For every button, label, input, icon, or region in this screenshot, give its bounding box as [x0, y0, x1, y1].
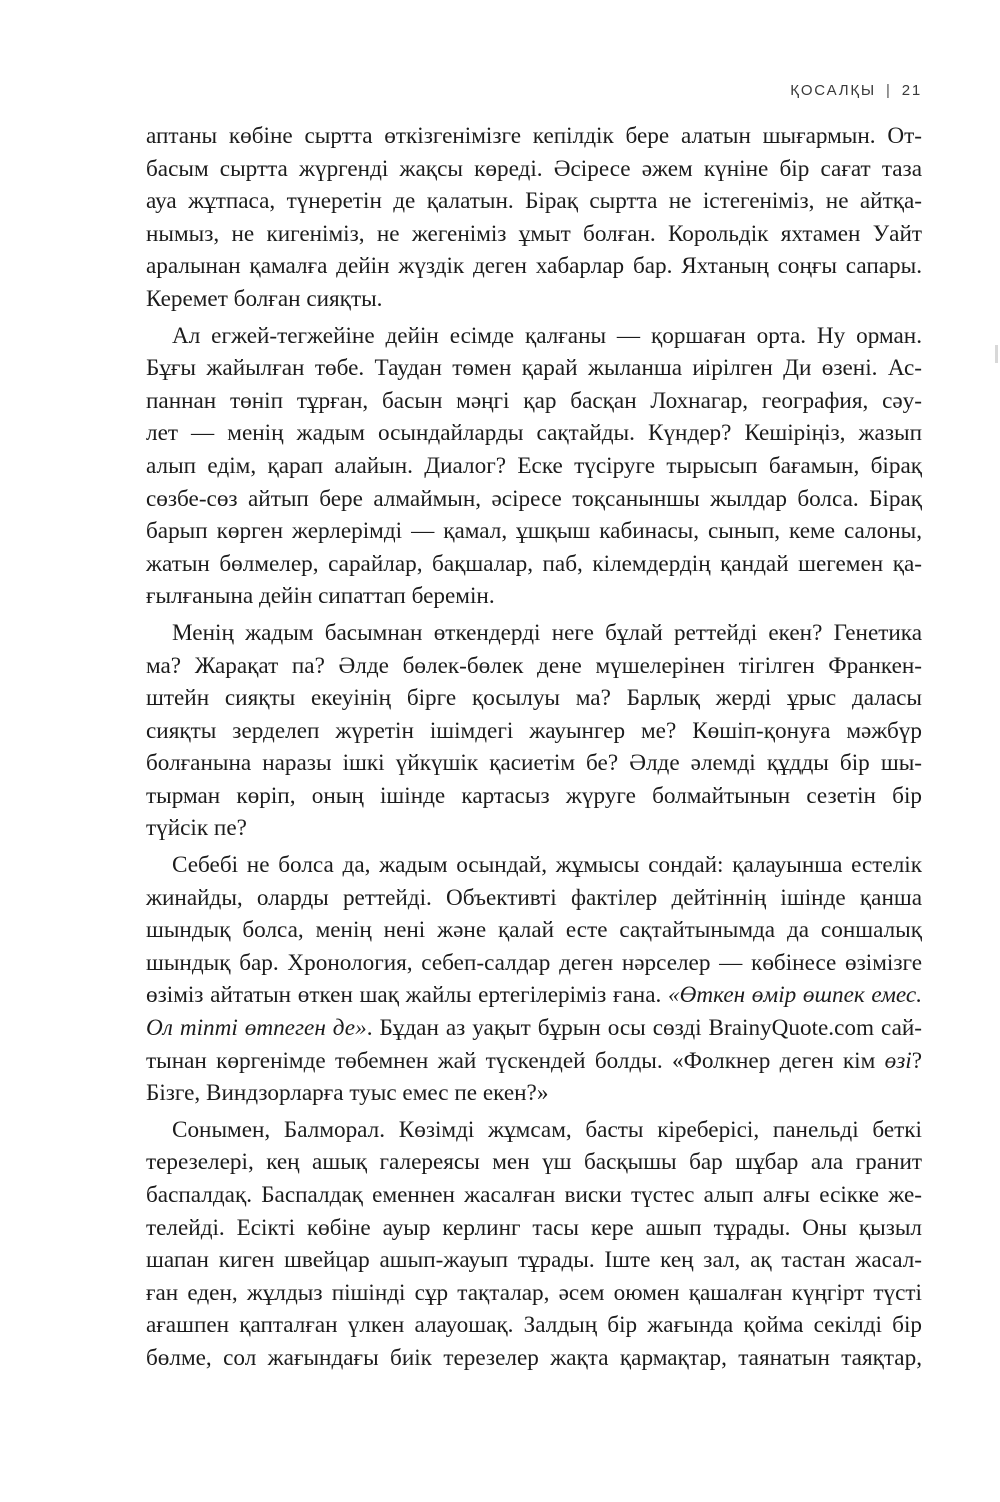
text-line: түйсік пе?: [146, 815, 247, 842]
text-line: баспалдақ. Баспалдақ еменнен жасалған виски түстес алып алғы есікке же-: [146, 1182, 922, 1208]
text-line: Бізге, Виндзорларға туыс емес пе екен?»: [146, 1080, 549, 1107]
text-line: сияқты зерделеп жүретін ішімдегі жауынгер ме? Көшіп-қонуға мәжбүр: [146, 717, 922, 744]
text-line: барып көрген жерлерімді — қамал, ұшқыш кабинасы, сынып, кеме салоны,: [146, 518, 922, 545]
paragraph: [146, 1114, 922, 1375]
text-line: [146, 1045, 922, 1078]
text-line: ауа жұтпаса, түнеретін де қалатын. Бірақ сыртта не істегеніміз, не айтқа-: [146, 188, 922, 215]
text-span: тынан көргенімде төбемнен жай түскендей болды. «Фолкнер деген кім: [146, 1047, 885, 1074]
text-line: Сонымен, Балморал. Көзімді жұмсам, басты кіреберісі, панельді беткі: [172, 1116, 922, 1143]
text-line: нымыз, не кигеніміз, не жегеніміз ұмыт болған. Корольдік яхтамен Уайт: [146, 220, 922, 247]
section-title: ҚОСАЛҚЫ: [790, 82, 876, 99]
text-line: ған еден, жұлдыз пішінді сұр тақталар, әсем оюмен қашалған күңгірт түсті: [146, 1279, 922, 1306]
text-line: терезелері, кең ашық галереясы мен үш басқышы бар шұбар ала гранит: [146, 1149, 922, 1176]
text-line: паннан төніп тұрған, басын мәңгі қар басқан Лохнагар, география, сәу-: [146, 387, 922, 414]
text-line: [146, 979, 922, 1012]
text-line: ғылғанына дейін сипаттап беремін.: [146, 583, 495, 610]
text-line: бөлме, сол жағындағы биік терезелер жақта қармақтар, таянатын таяқтар,: [146, 1344, 922, 1371]
text-line: [146, 1012, 922, 1045]
body-text: [146, 120, 922, 1375]
text-line: шындық болса, менің нені және қалай есте сақтайтынымда да соншалық: [146, 917, 922, 944]
text-line: болғанына наразы ішкі үйкүшік қасиетім бе? Әлде әлемді құдды бір шы-: [146, 750, 922, 777]
text-line: лет — менің жадым осындайларды сақтайды. Күндер? Кешіріңіз, жазып: [146, 420, 922, 447]
text-line: аптаны көбіне сыртта өткізгенімізге кепілдік бере алатын шығармын. От-: [146, 123, 922, 149]
text-line: сөзбе-сөз айтып бере алмаймын, әсіресе тоқсаныншы жылдар болса. Бірақ: [146, 485, 922, 512]
text-line: шапан киген швейцар ашып-жауып тұрады. Іште кең зал, ақ тастан жасал-: [146, 1247, 922, 1274]
italic-word: өзі: [884, 1047, 912, 1074]
text-span: ?: [911, 1047, 922, 1074]
text-line: Себебі не болса да, жадым осындай, жұмысы сондай: қалауынша естелік: [172, 852, 922, 879]
text-line: Керемет болған сияқты.: [146, 285, 383, 312]
quote-italic: Ол тіпті өтпеген де»: [146, 1015, 367, 1042]
text-line: Ал егжей-тегжейіне дейін есімде қалғаны — қоршаған орта. Ну орман.: [172, 322, 922, 349]
text-line: тырман көріп, оның ішінде картасыз жүруге болмайтынын сезетін бір: [146, 782, 922, 809]
paragraph: [146, 120, 922, 316]
text-line: телейді. Есікті көбіне ауыр керлинг тасы кере ашып тұрады. Оны қызыл: [146, 1214, 922, 1241]
text-line: жинайды, оларды реттейді. Объективті фактілер дейтіннің ішінде қанша: [146, 884, 922, 911]
quote-italic: «Өткен өмір өшпек емес.: [667, 982, 923, 1009]
header-separator: |: [886, 82, 892, 99]
paragraph: [146, 320, 922, 613]
text-line: штейн сияқты екеуінің бірге қосылуы ма? Барлық жерді ұрыс даласы: [146, 685, 922, 712]
paragraph: [146, 617, 922, 845]
text-line: Менің жадым басымнан өткендерді неге бұлай реттейді екен? Генетика: [172, 619, 922, 646]
running-head: [790, 82, 922, 99]
text-line: шындық бар. Хронология, себеп-салдар деген нәрселер — көбінесе өзімізге: [146, 949, 922, 976]
text-line: Бұғы жайылған төбе. Таудан төмен қарай жыланша иірілген Ди өзені. Ас-: [146, 355, 922, 382]
paragraph: [146, 849, 922, 1110]
text-line: басым сыртта жүргенді жақсы көреді. Әсіресе әжем күніне бір сағат таза: [146, 155, 922, 182]
text-span: өзіміз айтатын өткен шақ жайлы ертегілеріміз ғана.: [146, 982, 662, 1009]
page-number: 21: [901, 82, 922, 99]
text-line: ағашпен қапталған үлкен алауошақ. Залдың бір жағында қойма секілді бір: [146, 1312, 922, 1339]
page-edge-mark: [995, 345, 998, 363]
text-line: ма? Жарақат па? Әлде бөлек-бөлек дене мүшелерінен тігілген Франкен-: [146, 652, 922, 679]
text-line: жатын бөлмелер, сарайлар, бақшалар, паб, кілемдердің қандай шегемен қа-: [146, 550, 922, 577]
text-span: . Бұдан аз уақыт бұрын осы сөзді BrainyQuote.com сай-: [366, 1015, 922, 1042]
text-line: аралынан қамалға дейін жүздік деген хабарлар бар. Яхтаның соңғы сапары.: [146, 253, 922, 280]
text-line: алып едім, қарап алайын. Диалог? Еске түсіруге тырысып бағамын, бірақ: [146, 452, 922, 479]
